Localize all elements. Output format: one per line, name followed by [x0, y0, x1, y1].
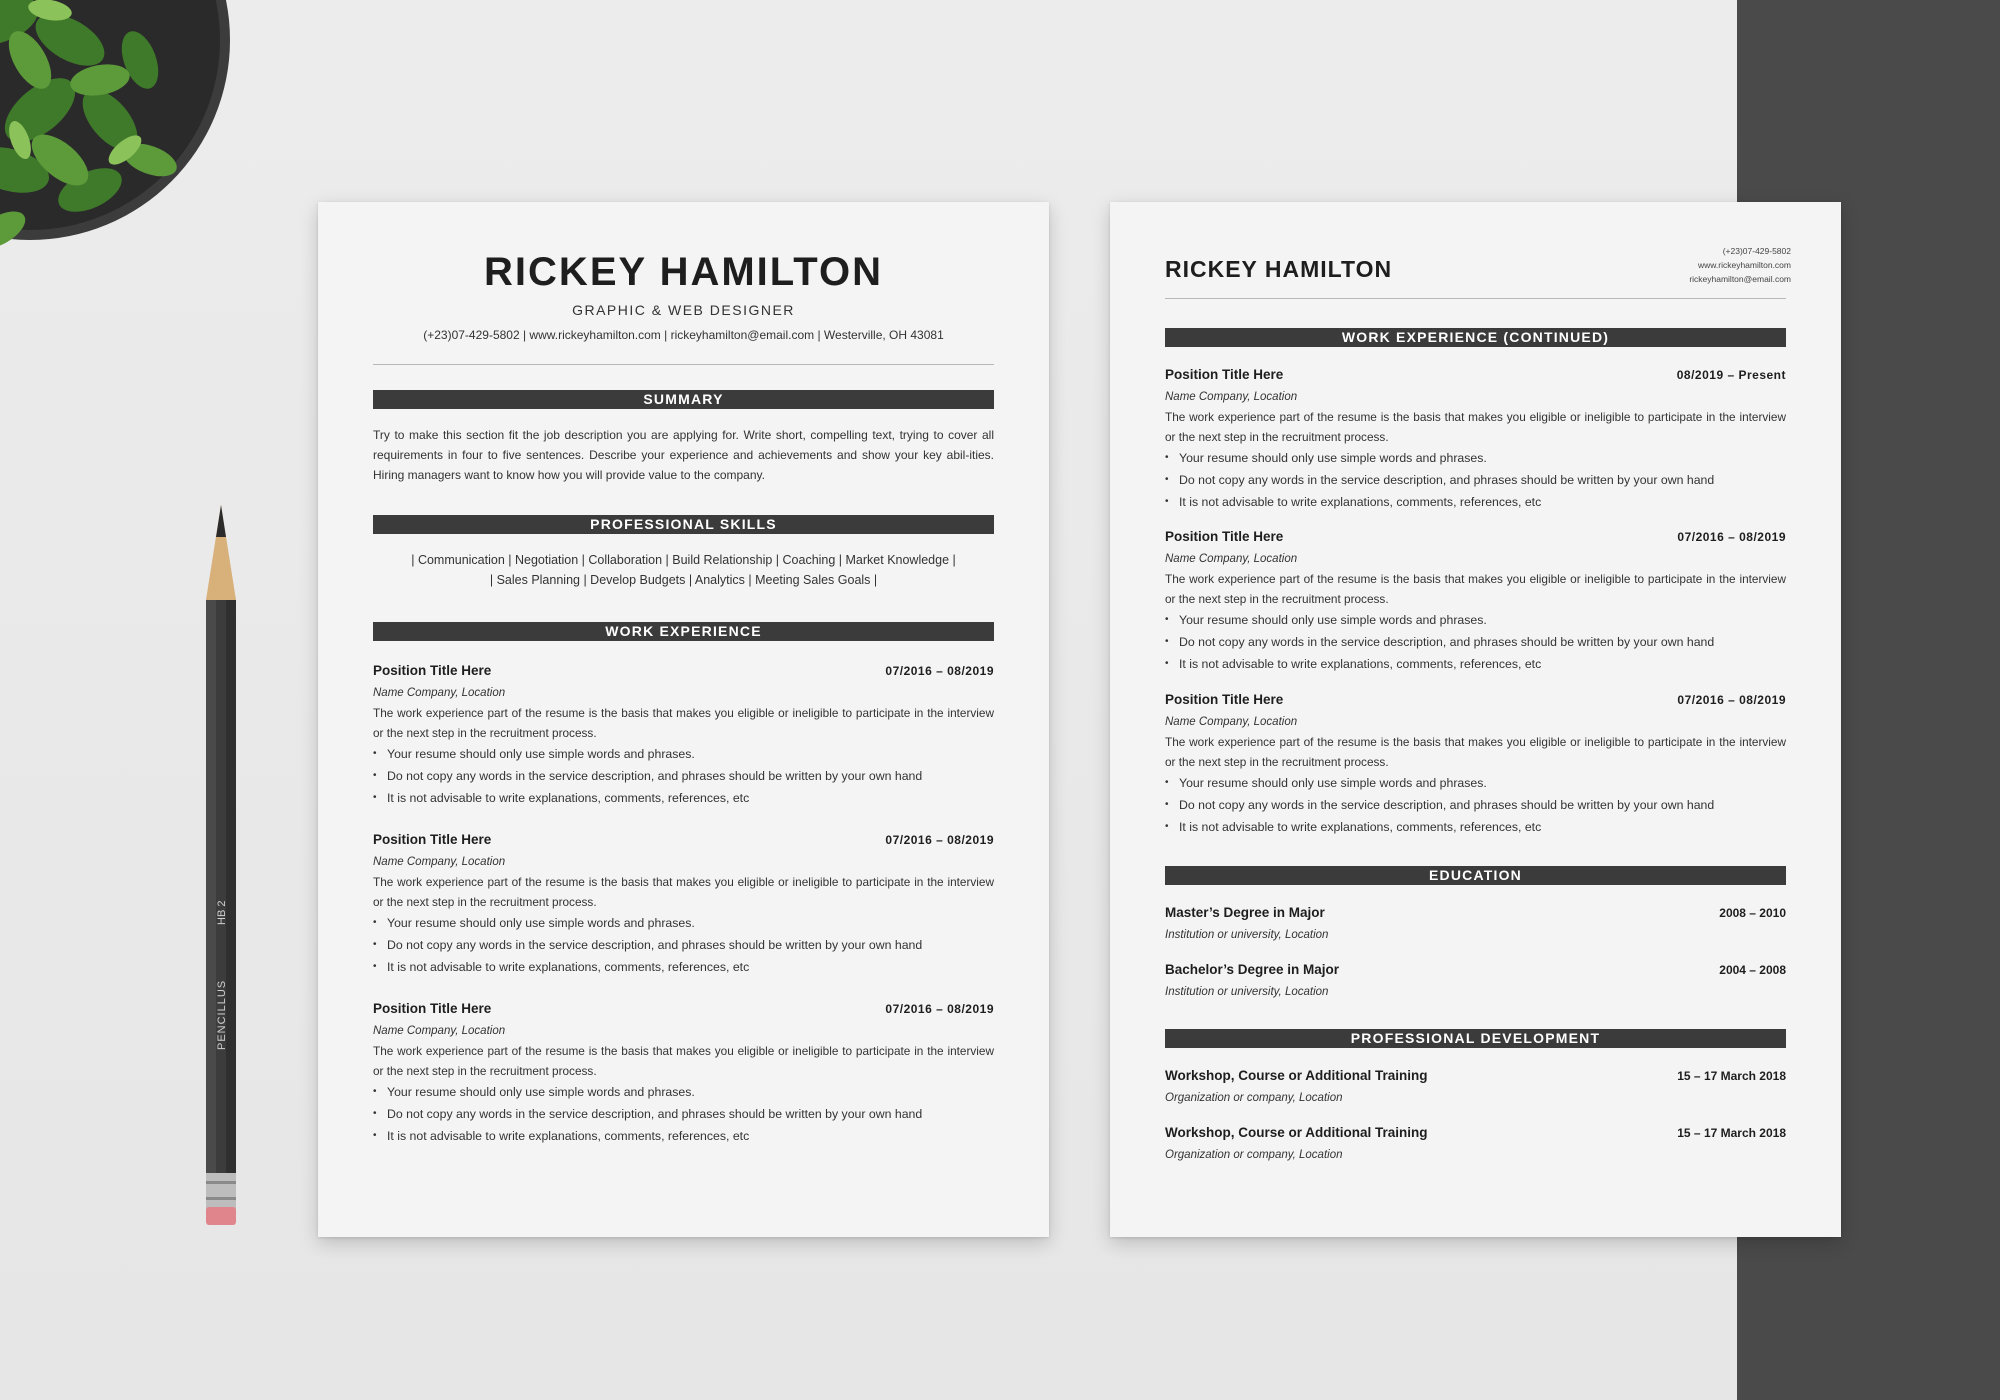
job-entry — [1165, 529, 1786, 675]
job-bullets — [1165, 609, 1786, 675]
skills-line-1: | Communication | Negotiation | Collaboration | Build Relationship | Coaching | Market Knowledge | — [411, 553, 956, 567]
job-title: Position Title Here — [1165, 692, 1284, 707]
job-bullet: • It is not advisable to write explanations, comments, references, etc — [373, 956, 994, 978]
job-company: Name Company, Location — [1165, 553, 1298, 565]
skills-heading: PROFESSIONAL SKILLS — [373, 515, 994, 534]
potted-plant — [0, 0, 240, 310]
job-bullet: • Do not copy any words in the service description, and phrases should be written by your own hand — [1165, 794, 1786, 816]
job-entry — [1165, 367, 1786, 513]
skills-list — [373, 550, 994, 590]
job-bullets — [373, 1081, 994, 1147]
training-organization: Organization or company, Location — [1165, 1149, 1343, 1161]
header-divider — [1165, 298, 1786, 299]
job-description: The work experience part of the resume is the basis that makes you eligible or ineligible to participate in the interview or the next step in the recruitment process. — [1165, 410, 1786, 444]
job-company: Name Company, Location — [1165, 716, 1298, 728]
job-bullet: • Your resume should only use simple words and phrases. — [1165, 772, 1786, 794]
summary-heading: SUMMARY — [373, 390, 994, 409]
experience-heading: WORK EXPERIENCE — [373, 622, 994, 641]
job-bullet: • Your resume should only use simple words and phrases. — [373, 912, 994, 934]
job-company: Name Company, Location — [373, 856, 506, 868]
training-title: Workshop, Course or Additional Training — [1165, 1068, 1428, 1083]
job-bullet: • It is not advisable to write explanations, comments, references, etc — [1165, 653, 1786, 675]
job-date: 07/2016 – 08/2019 — [885, 833, 994, 847]
resume-name: RICKEY HAMILTON — [1165, 256, 1393, 282]
job-company: Name Company, Location — [1165, 391, 1298, 403]
job-description: The work experience part of the resume is the basis that makes you eligible or ineligible to participate in the interview or the next step in the recruitment process. — [1165, 572, 1786, 606]
training-date: 15 – 17 March 2018 — [1677, 1069, 1786, 1083]
job-bullet: • Do not copy any words in the service description, and phrases should be written by your own hand — [373, 765, 994, 787]
job-title: Position Title Here — [373, 832, 492, 847]
job-date: 07/2016 – 08/2019 — [885, 1002, 994, 1016]
pencil-brand-text: PENCILLUS — [216, 979, 228, 1050]
job-date: 07/2016 – 08/2019 — [1677, 693, 1786, 707]
header-divider — [373, 364, 994, 365]
job-description: The work experience part of the resume is the basis that makes you eligible or ineligible to participate in the interview or the next step in the recruitment process. — [373, 1044, 994, 1078]
contact-phone: (+23)07-429-5802 — [1722, 246, 1791, 256]
job-bullet: • Do not copy any words in the service description, and phrases should be written by your own hand — [373, 1103, 994, 1125]
education-entry — [1165, 905, 1786, 945]
job-entry — [373, 832, 994, 978]
training-date: 15 – 17 March 2018 — [1677, 1126, 1786, 1140]
degree-title: Master’s Degree in Major — [1165, 905, 1325, 920]
job-bullets — [373, 743, 994, 809]
resume-page-2 — [1110, 202, 1841, 1237]
degree-title: Bachelor’s Degree in Major — [1165, 962, 1340, 977]
training-title: Workshop, Course or Additional Training — [1165, 1125, 1428, 1140]
resume-name: RICKEY HAMILTON — [484, 250, 883, 294]
job-description: The work experience part of the resume is the basis that makes you eligible or ineligible to participate in the interview or the next step in the recruitment process. — [1165, 735, 1786, 769]
job-bullet: • It is not advisable to write explanations, comments, references, etc — [1165, 491, 1786, 513]
job-bullet: • It is not advisable to write explanations, comments, references, etc — [1165, 816, 1786, 838]
job-description: The work experience part of the resume is the basis that makes you eligible or ineligible to participate in the interview or the next step in the recruitment process. — [373, 875, 994, 909]
job-bullet: • Do not copy any words in the service description, and phrases should be written by your own hand — [1165, 631, 1786, 653]
job-entry — [373, 1001, 994, 1147]
degree-years: 2004 – 2008 — [1719, 963, 1786, 977]
resume-role: GRAPHIC & WEB DESIGNER — [572, 302, 795, 318]
training-organization: Organization or company, Location — [1165, 1092, 1343, 1104]
resume-contact: (+23)07-429-5802 | www.rickeyhamilton.com | rickeyhamilton@email.com | Westerville, OH 43081 — [423, 328, 944, 342]
job-title: Position Title Here — [373, 1001, 492, 1016]
job-bullets — [1165, 772, 1786, 838]
pencil — [200, 505, 242, 1230]
education-heading: EDUCATION — [1165, 866, 1786, 885]
job-bullets — [373, 912, 994, 978]
job-title: Position Title Here — [1165, 529, 1284, 544]
job-bullet: • Your resume should only use simple words and phrases. — [373, 1081, 994, 1103]
job-entry — [1165, 692, 1786, 838]
job-entry — [373, 663, 994, 809]
job-bullet: • It is not advisable to write explanations, comments, references, etc — [373, 787, 994, 809]
job-description: The work experience part of the resume is the basis that makes you eligible or ineligible to participate in the interview or the next step in the recruitment process. — [373, 706, 994, 740]
job-date: 07/2016 – 08/2019 — [885, 664, 994, 678]
job-bullet: • Do not copy any words in the service description, and phrases should be written by your own hand — [373, 934, 994, 956]
development-entry — [1165, 1125, 1786, 1165]
job-bullet: • Your resume should only use simple words and phrases. — [1165, 609, 1786, 631]
job-date: 08/2019 – Present — [1676, 368, 1786, 382]
job-title: Position Title Here — [1165, 367, 1284, 382]
contact-website: www.rickeyhamilton.com — [1697, 260, 1791, 270]
skills-line-2: | Sales Planning | Develop Budgets | Analytics | Meeting Sales Goals | — [489, 573, 878, 587]
development-heading: PROFESSIONAL DEVELOPMENT — [1165, 1029, 1786, 1048]
job-bullet: • Do not copy any words in the service description, and phrases should be written by your own hand — [1165, 469, 1786, 491]
job-title: Position Title Here — [373, 663, 492, 678]
experience-continued-heading: WORK EXPERIENCE (CONTINUED) — [1165, 328, 1786, 347]
institution: Institution or university, Location — [1165, 929, 1329, 941]
job-bullet: • Your resume should only use simple words and phrases. — [373, 743, 994, 765]
summary-text: Try to make this section fit the job description you are applying for. Write short, compelling text, trying to cover all requirements in four to five sentences. Describe your experience and achievements and show your key abil-ities. Hiring managers want to know how you will provide value to the company. — [373, 428, 994, 482]
institution: Institution or university, Location — [1165, 986, 1329, 998]
degree-years: 2008 – 2010 — [1719, 906, 1786, 920]
development-entry — [1165, 1068, 1786, 1108]
job-company: Name Company, Location — [373, 1025, 506, 1037]
pencil-grade-text: HB 2 — [216, 900, 228, 925]
job-company: Name Company, Location — [373, 687, 506, 699]
job-bullet: • Your resume should only use simple words and phrases. — [1165, 447, 1786, 469]
education-entry — [1165, 962, 1786, 1002]
resume-contact — [1689, 244, 1791, 286]
job-bullet: • It is not advisable to write explanations, comments, references, etc — [373, 1125, 994, 1147]
job-date: 07/2016 – 08/2019 — [1677, 530, 1786, 544]
resume-page-1 — [318, 202, 1049, 1237]
job-bullets — [1165, 447, 1786, 513]
contact-email: rickeyhamilton@email.com — [1689, 274, 1791, 284]
